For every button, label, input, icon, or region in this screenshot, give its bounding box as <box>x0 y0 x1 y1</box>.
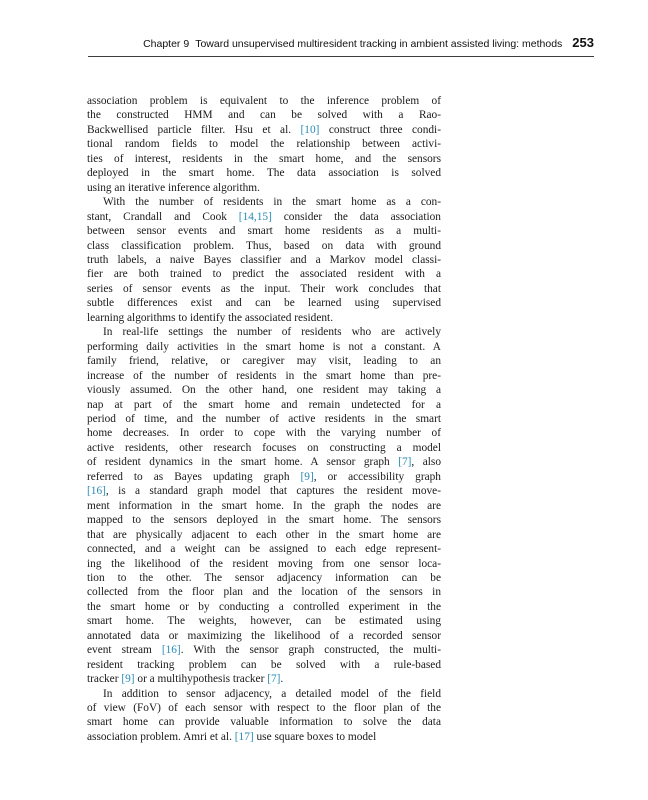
text-line: deployed in the smart home. The data association is solved <box>87 167 441 180</box>
running-header <box>88 35 594 57</box>
text-line: mapped to the sensors deployed in the smart home. The sensors <box>87 514 441 527</box>
text-line: nap at part of the smart home and remain undetected for a <box>87 398 441 411</box>
citation-link[interactable]: [14,15] <box>238 210 272 223</box>
citation-link[interactable]: [7] <box>267 673 281 686</box>
text-line: event stream [16]. With the sensor graph constructed, the multi- <box>87 644 441 657</box>
text-line: the smart home or by conducting a controlled experiment in the <box>87 600 441 613</box>
text-line: association problem. Amri et al. [17] use square boxes to model <box>87 730 377 743</box>
citation-link[interactable]: [17] <box>234 730 254 743</box>
paragraph <box>87 687 441 745</box>
text-line: In addition to sensor adjacency, a detailed model of the field <box>103 687 441 700</box>
text-line: In real-life settings the number of residents who are actively <box>103 326 441 339</box>
text-line: of resident dynamics in the smart home. A sensor graph [7], also <box>87 456 441 469</box>
text-line: tion to the other. The sensor adjacency information can be <box>87 571 441 584</box>
running-header-title <box>143 38 562 50</box>
text-line: ties of interest, residents in the smart home, and the sensors <box>87 152 441 165</box>
paragraph <box>87 195 441 325</box>
citation-link[interactable]: [9] <box>300 470 314 483</box>
text-line: subtle differences exist and can be learned using supervised <box>87 297 441 310</box>
citation-link[interactable]: [7] <box>398 456 412 469</box>
body-text <box>87 94 441 744</box>
text-line: [16], is a standard graph model that captures the resident move- <box>87 485 441 498</box>
text-line: between sensor events and smart home residents as a multi- <box>87 225 441 238</box>
text-line: tracker [9] or a multihypothesis tracker [7]. <box>87 673 284 686</box>
text-line: that are physically adjacent to each other in the smart home are <box>87 528 441 541</box>
text-line: using an iterative inference algorithm. <box>87 181 260 194</box>
citation-link[interactable]: [10] <box>300 123 320 136</box>
text-line: ing the likelihood of the resident moving from one sensor loca- <box>87 557 441 570</box>
page-number: 253 <box>572 35 594 50</box>
text-line: connected, and a weight can be assigned to each edge represent- <box>87 543 441 556</box>
text-line: viously assumed. On the other hand, one resident may taking a <box>87 384 441 397</box>
text-line: series of sensor events as the input. Their work concludes that <box>87 282 441 295</box>
text-line: of view (FoV) of each sensor with respect to the floor plan of the <box>87 702 441 715</box>
text-line: family friend, relative, or caregiver may visit, leading to an <box>87 355 441 368</box>
text-line: active residents, other research focuses on constructing a model <box>87 441 441 454</box>
text-line: period of time, and the number of active residents in the smart <box>87 412 441 425</box>
text-line: Backwellised particle filter. Hsu et al. [10] construct three condi- <box>87 123 441 136</box>
chapter-label: Chapter 9 <box>143 38 190 50</box>
text-line: collected from the floor plan and the location of the sensors in <box>87 586 441 599</box>
text-line: smart home. The weights, however, can be estimated using <box>87 615 441 628</box>
text-line: resident tracking problem can be solved with a rule-based <box>87 658 441 671</box>
text-line: learning algorithms to identify the associated resident. <box>87 311 334 324</box>
text-line: With the number of residents in the smart home as a con- <box>103 196 441 209</box>
text-line: performing daily activities in the smart home is not a constant. A <box>87 340 441 353</box>
text-line: ment information in the smart home. In the graph the nodes are <box>87 499 441 512</box>
text-line: home decreases. In order to cope with the varying number of <box>87 427 441 440</box>
text-line: annotated data or maximizing the likelihood of a recorded sensor <box>87 629 441 642</box>
paragraph <box>87 325 441 686</box>
text-line: the constructed HMM and can be solved with a Rao- <box>87 109 441 122</box>
citation-link[interactable]: [16] <box>87 485 106 498</box>
paragraph <box>87 94 441 195</box>
text-line: smart home can provide valuable information to solve the data <box>87 716 441 729</box>
text-line: truth labels, a naive Bayes classifier and a Markov model classi- <box>87 253 441 266</box>
text-line: class classification problem. Thus, based on data with ground <box>87 239 441 252</box>
text-line: increase of the number of residents in the smart home than pre- <box>87 369 441 382</box>
citation-link[interactable]: [9] <box>121 673 135 686</box>
text-line: tional random fields to model the relationship between activi- <box>87 138 441 151</box>
text-line: referred to as Bayes updating graph [9], or accessibility graph <box>87 470 441 483</box>
text-line: association problem is equivalent to the inference problem of <box>87 95 441 107</box>
citation-link[interactable]: [16] <box>161 644 181 657</box>
text-line: stant, Crandall and Cook [14,15] consider the data association <box>87 210 441 223</box>
chapter-title: Toward unsupervised multiresident tracking in ambient assisted living: methods <box>195 38 563 50</box>
text-line: fier are both trained to predict the associated resident with a <box>87 268 441 281</box>
